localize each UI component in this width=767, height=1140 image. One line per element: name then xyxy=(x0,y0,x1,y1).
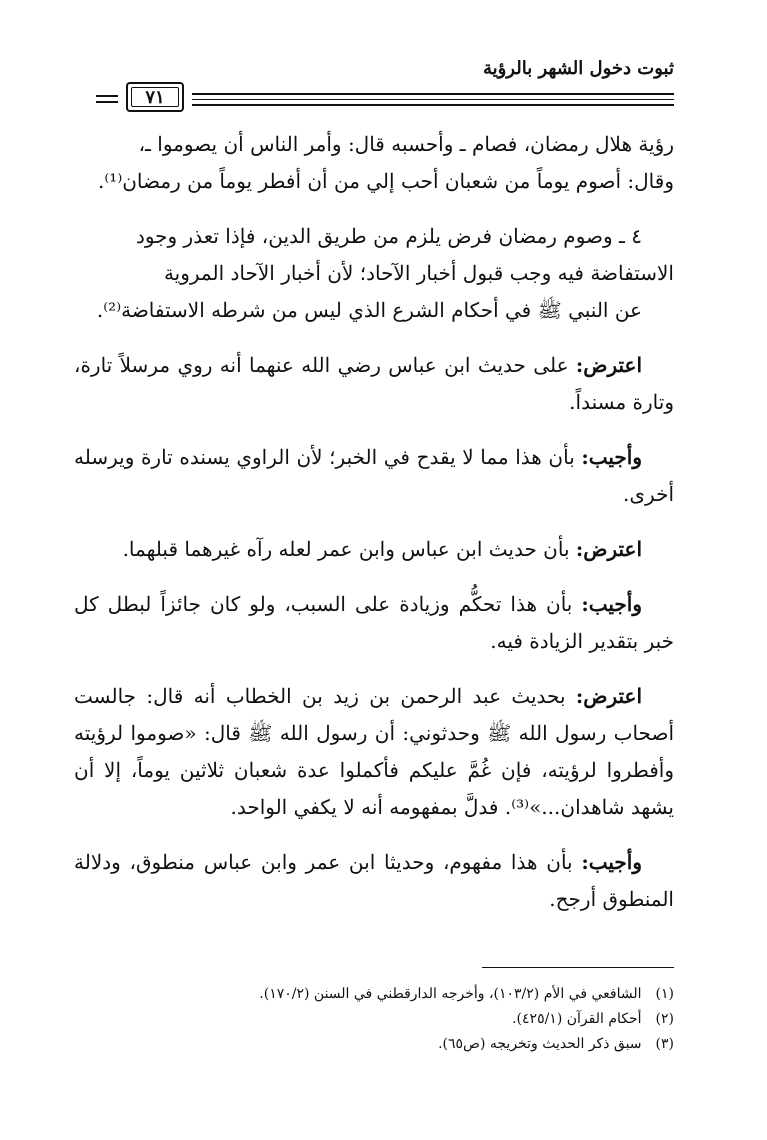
answer-3-text: بأن هذا مفهوم، وحديثا ابن عمر وابن عباس منطوق، ودلالة المنطوق أرجح. xyxy=(74,850,674,911)
footnote-1 xyxy=(74,982,674,1007)
footnotes xyxy=(74,982,674,1057)
paragraph-2-line-2: الاستفاضة فيه وجب قبول أخبار الآحاد؛ لأن أخبار الآحاد المروية xyxy=(163,261,674,285)
paragraph-1-line-1: رؤية هلال رمضان، فصام ـ وأحسبه قال: وأمر الناس أن يصوموا ـ، xyxy=(138,132,674,156)
footnote-text: أحكام القرآن (٤٢٥/١). xyxy=(512,1011,642,1027)
footnote-text: سبق ذكر الحديث وتخريجه (ص٦٥). xyxy=(438,1036,642,1052)
objection-1-text: على حديث ابن عباس رضي الله عنهما أنه روي مرسلاً تارة، وتارة مسنداً. xyxy=(74,353,674,414)
header-rule-right-bottom xyxy=(192,104,674,106)
objection-label: اعترض: xyxy=(575,353,642,377)
objection-3 xyxy=(74,678,674,826)
footnote-number: (٣) xyxy=(655,1036,674,1052)
objection-2 xyxy=(74,531,674,568)
page-number-frame xyxy=(126,82,184,112)
answer-label: وأجيب: xyxy=(581,592,642,616)
objection-3-text: بحديث عبد الرحمن بن زيد بن الخطاب أنه قال: جالست أصحاب رسول الله ﷺ وحدثوني: أن رسول الله ﷺ قال: «صوموا لرؤيته وأفطروا لرؤيته، فإن غُمَّ عليكم فأكملوا عدة شعبان ثلاثين يوماً، إلا أن يشهد شاهدان...»⁽³⁾. فدلَّ بمفهومه أنه لا يكفي الواحد. xyxy=(74,684,674,819)
running-title: ثبوت دخول الشهر بالرؤية xyxy=(482,58,674,79)
objection-2-text: بأن حديث ابن عباس وابن عمر لعله رآه غيرهما قبلهما. xyxy=(122,537,576,561)
answer-2-text: بأن هذا تحكُّم وزيادة على السبب، ولو كان جائزاً لبطل كل خبر بتقدير الزيادة فيه. xyxy=(74,592,674,653)
page-number: ٧١ xyxy=(145,86,165,108)
answer-1-text: بأن هذا مما لا يقدح في الخبر؛ لأن الراوي يسنده تارة ويرسله أخرى. xyxy=(74,445,674,506)
header-rule-right-middle xyxy=(192,99,674,100)
header-rule-right-top xyxy=(192,93,674,95)
footnote-number: (١) xyxy=(655,986,674,1002)
header-rule-left-top xyxy=(96,95,118,97)
paragraph-2-line-1: ٤ ـ وصوم رمضان فرض يلزم من طريق الدين، فإذا تعذر وجود xyxy=(135,224,642,248)
footnote-separator xyxy=(482,967,674,968)
main-text xyxy=(74,126,674,936)
answer-3 xyxy=(74,844,674,918)
answer-2 xyxy=(74,586,674,660)
footnote-3 xyxy=(74,1032,674,1057)
footnote-text: الشافعي في الأم (١٠٣/٢)، وأخرجه الدارقطني في السنن (١٧٠/٢). xyxy=(259,986,642,1002)
paragraph-2 xyxy=(74,218,674,329)
answer-1 xyxy=(74,439,674,513)
objection-1 xyxy=(74,347,674,421)
paragraph-2-line-3: عن النبي ﷺ في أحكام الشرع الذي ليس من شرطه الاستفاضة⁽²⁾. xyxy=(96,298,642,322)
header-rule-left-bottom xyxy=(96,101,118,103)
footnote-number: (٢) xyxy=(655,1011,674,1027)
footnote-2 xyxy=(74,1007,674,1032)
paragraph-1 xyxy=(74,126,674,200)
paragraph-1-line-2: وقال: أصوم يوماً من شعبان أحب إلي من أن أفطر يوماً من رمضان⁽¹⁾. xyxy=(98,169,674,193)
answer-label: وأجيب: xyxy=(581,850,642,874)
objection-label: اعترض: xyxy=(575,537,642,561)
answer-label: وأجيب: xyxy=(581,445,642,469)
objection-label: اعترض: xyxy=(575,684,642,708)
